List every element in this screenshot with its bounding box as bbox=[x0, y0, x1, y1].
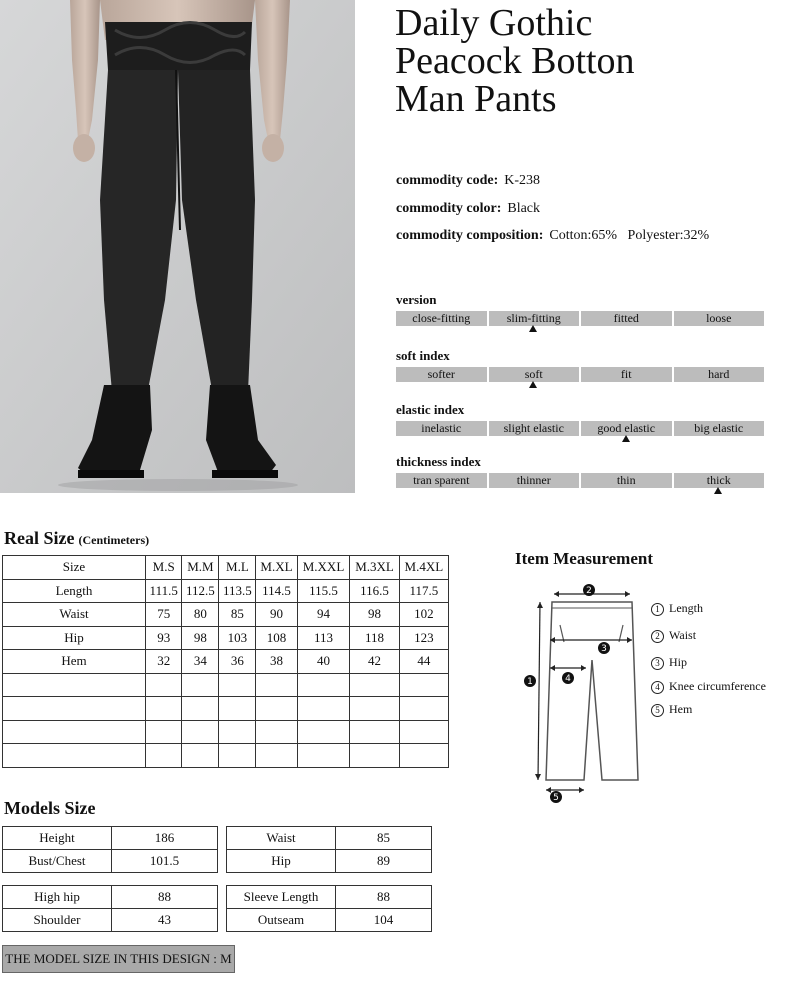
model-label: Hip bbox=[227, 850, 336, 873]
spec-label: commodity composition: bbox=[396, 228, 544, 243]
index-bar-thickness bbox=[396, 473, 764, 488]
table-cell bbox=[256, 673, 297, 697]
spec-composition bbox=[396, 228, 709, 244]
legend-label: Hip bbox=[669, 655, 687, 669]
model-label: Sleeve Length bbox=[227, 886, 336, 909]
table-cell: 90 bbox=[256, 603, 297, 627]
pants-diagram bbox=[520, 580, 650, 810]
index-option: big elastic bbox=[674, 421, 765, 436]
index-option: slim-fitting bbox=[489, 311, 580, 326]
model-value: 88 bbox=[112, 886, 218, 909]
model-value: 101.5 bbox=[112, 850, 218, 873]
legend-item-hem bbox=[651, 702, 692, 717]
table-row bbox=[3, 720, 449, 744]
table-cell bbox=[182, 697, 219, 721]
table-cell bbox=[146, 673, 182, 697]
table-cell bbox=[219, 697, 256, 721]
models-size-title: Models Size bbox=[4, 798, 96, 818]
index-option: fit bbox=[581, 367, 672, 382]
model-label: Waist bbox=[227, 827, 336, 850]
title-line: Daily Gothic bbox=[395, 2, 593, 44]
svg-text:3: 3 bbox=[601, 644, 607, 654]
table-cell: 40 bbox=[297, 650, 350, 674]
table-cell: 111.5 bbox=[146, 579, 182, 603]
index-label-thickness: thickness index bbox=[396, 454, 481, 469]
model-value: 104 bbox=[336, 909, 432, 932]
spec-label: commodity color: bbox=[396, 201, 502, 216]
table-cell: 98 bbox=[182, 626, 219, 650]
svg-text:1: 1 bbox=[527, 677, 533, 687]
table-cell: Hem bbox=[3, 650, 146, 674]
index-option: slight elastic bbox=[489, 421, 580, 436]
legend-label: Hem bbox=[669, 702, 693, 716]
table-header-cell: M.XXL bbox=[297, 556, 350, 580]
spec-value: K-238 bbox=[504, 173, 541, 188]
table-cell bbox=[219, 720, 256, 744]
number-badge: 1 bbox=[651, 603, 664, 616]
spec-code bbox=[396, 173, 540, 189]
index-option: soft bbox=[489, 367, 580, 382]
table-cell bbox=[399, 673, 448, 697]
table-row bbox=[3, 579, 449, 603]
spec-value: Cotton:65% Polyester:32% bbox=[549, 228, 710, 243]
number-badge: 4 bbox=[651, 681, 664, 694]
index-bar-elastic bbox=[396, 421, 764, 436]
index-option: close-fitting bbox=[396, 311, 487, 326]
model-value: 43 bbox=[112, 909, 218, 932]
real-size-table bbox=[2, 555, 449, 768]
model-value: 85 bbox=[336, 827, 432, 850]
table-cell bbox=[399, 720, 448, 744]
model-table bbox=[2, 885, 218, 932]
product-photo bbox=[0, 0, 355, 493]
index-label-soft: soft index bbox=[396, 348, 450, 363]
index-option: thinner bbox=[489, 473, 580, 488]
table-header-cell: Size bbox=[3, 556, 146, 580]
table-header-cell: M.M bbox=[182, 556, 219, 580]
table-header-cell: M.4XL bbox=[399, 556, 448, 580]
table-cell bbox=[297, 744, 350, 768]
table-cell: 115.5 bbox=[297, 579, 350, 603]
table-row bbox=[3, 650, 449, 674]
model-label: Height bbox=[3, 827, 112, 850]
table-cell bbox=[146, 744, 182, 768]
index-option: loose bbox=[674, 311, 765, 326]
table-cell: 85 bbox=[219, 603, 256, 627]
table-cell bbox=[256, 720, 297, 744]
selected-marker-icon bbox=[529, 381, 537, 388]
table-row bbox=[3, 744, 449, 768]
number-badge: 3 bbox=[651, 657, 664, 670]
table-cell: 118 bbox=[350, 626, 399, 650]
table-cell: Hip bbox=[3, 626, 146, 650]
model-value: 186 bbox=[112, 827, 218, 850]
table-cell: 103 bbox=[219, 626, 256, 650]
table-header-cell: M.3XL bbox=[350, 556, 399, 580]
model-label: High hip bbox=[3, 886, 112, 909]
table-cell bbox=[256, 697, 297, 721]
table-cell bbox=[3, 697, 146, 721]
model-label: Bust/Chest bbox=[3, 850, 112, 873]
table-row bbox=[3, 603, 449, 627]
table-cell: Waist bbox=[3, 603, 146, 627]
table-cell bbox=[350, 673, 399, 697]
table-cell bbox=[3, 673, 146, 697]
index-label-elastic: elastic index bbox=[396, 402, 465, 417]
spec-color bbox=[396, 201, 540, 217]
legend-item-knee bbox=[651, 679, 766, 694]
table-cell: 102 bbox=[399, 603, 448, 627]
table-cell bbox=[219, 673, 256, 697]
model-label: Shoulder bbox=[3, 909, 112, 932]
real-size-heading bbox=[4, 528, 149, 549]
item-measurement-title: Item Measurement bbox=[515, 549, 654, 568]
index-bar-version bbox=[396, 311, 764, 326]
model-value: 89 bbox=[336, 850, 432, 873]
table-cell: 44 bbox=[399, 650, 448, 674]
model-table bbox=[226, 885, 432, 932]
table-header-cell: M.XL bbox=[256, 556, 297, 580]
index-option: softer bbox=[396, 367, 487, 382]
model-table bbox=[226, 826, 432, 873]
table-cell bbox=[182, 720, 219, 744]
legend-label: Waist bbox=[669, 628, 697, 642]
selected-marker-icon bbox=[714, 487, 722, 494]
real-size-unit: (Centimeters) bbox=[78, 533, 150, 547]
index-option: good elastic bbox=[581, 421, 672, 436]
table-header-cell: M.S bbox=[146, 556, 182, 580]
number-badge: 5 bbox=[651, 704, 664, 717]
table-cell: 36 bbox=[219, 650, 256, 674]
legend-item-hip bbox=[651, 655, 687, 670]
table-cell bbox=[182, 744, 219, 768]
svg-text:2: 2 bbox=[586, 586, 592, 596]
table-cell bbox=[256, 744, 297, 768]
table-cell bbox=[297, 673, 350, 697]
table-cell bbox=[297, 697, 350, 721]
table-cell: 114.5 bbox=[256, 579, 297, 603]
table-cell: 34 bbox=[182, 650, 219, 674]
selected-marker-icon bbox=[529, 325, 537, 332]
table-cell bbox=[3, 744, 146, 768]
number-badge: 2 bbox=[651, 630, 664, 643]
table-cell: 75 bbox=[146, 603, 182, 627]
real-size-title: Real Size bbox=[4, 528, 75, 548]
table-cell: 116.5 bbox=[350, 579, 399, 603]
legend-label: Length bbox=[669, 601, 703, 615]
table-cell bbox=[399, 744, 448, 768]
table-cell: 117.5 bbox=[399, 579, 448, 603]
product-title bbox=[395, 4, 795, 118]
index-bar-soft bbox=[396, 367, 764, 382]
table-cell: 113 bbox=[297, 626, 350, 650]
selected-marker-icon bbox=[622, 435, 630, 442]
model-value: 88 bbox=[336, 886, 432, 909]
table-cell: 108 bbox=[256, 626, 297, 650]
model-table bbox=[2, 826, 218, 873]
legend-label: Knee circumference bbox=[669, 679, 766, 693]
table-cell: 113.5 bbox=[219, 579, 256, 603]
table-cell: 98 bbox=[350, 603, 399, 627]
index-label-version: version bbox=[396, 292, 437, 307]
table-cell bbox=[146, 720, 182, 744]
index-option: hard bbox=[674, 367, 765, 382]
title-line: Peacock Botton bbox=[395, 40, 635, 82]
table-cell bbox=[350, 697, 399, 721]
title-line: Man Pants bbox=[395, 78, 557, 120]
table-cell: 123 bbox=[399, 626, 448, 650]
legend-item-length bbox=[651, 601, 703, 616]
table-header-cell: M.L bbox=[219, 556, 256, 580]
index-option: tran sparent bbox=[396, 473, 487, 488]
table-cell: 112.5 bbox=[182, 579, 219, 603]
table-cell bbox=[297, 720, 350, 744]
table-cell bbox=[182, 673, 219, 697]
table-cell: 94 bbox=[297, 603, 350, 627]
index-option: thick bbox=[674, 473, 765, 488]
table-cell: 32 bbox=[146, 650, 182, 674]
table-header-row bbox=[3, 556, 449, 580]
svg-text:5: 5 bbox=[553, 793, 559, 803]
model-size-note: THE MODEL SIZE IN THIS DESIGN : M bbox=[2, 945, 235, 973]
index-option: inelastic bbox=[396, 421, 487, 436]
table-row bbox=[3, 626, 449, 650]
table-cell bbox=[350, 720, 399, 744]
table-cell: Length bbox=[3, 579, 146, 603]
table-cell: 93 bbox=[146, 626, 182, 650]
table-cell bbox=[350, 744, 399, 768]
index-option: thin bbox=[581, 473, 672, 488]
index-option: fitted bbox=[581, 311, 672, 326]
spec-value: Black bbox=[507, 201, 541, 216]
table-row bbox=[3, 697, 449, 721]
table-cell bbox=[3, 720, 146, 744]
table-cell bbox=[219, 744, 256, 768]
table-cell: 38 bbox=[256, 650, 297, 674]
legend-item-waist bbox=[651, 628, 696, 643]
table-row bbox=[3, 673, 449, 697]
spec-label: commodity code: bbox=[396, 173, 499, 188]
table-cell bbox=[146, 697, 182, 721]
table-cell bbox=[399, 697, 448, 721]
table-cell: 42 bbox=[350, 650, 399, 674]
svg-text:4: 4 bbox=[565, 674, 571, 684]
model-label: Outseam bbox=[227, 909, 336, 932]
table-cell: 80 bbox=[182, 603, 219, 627]
